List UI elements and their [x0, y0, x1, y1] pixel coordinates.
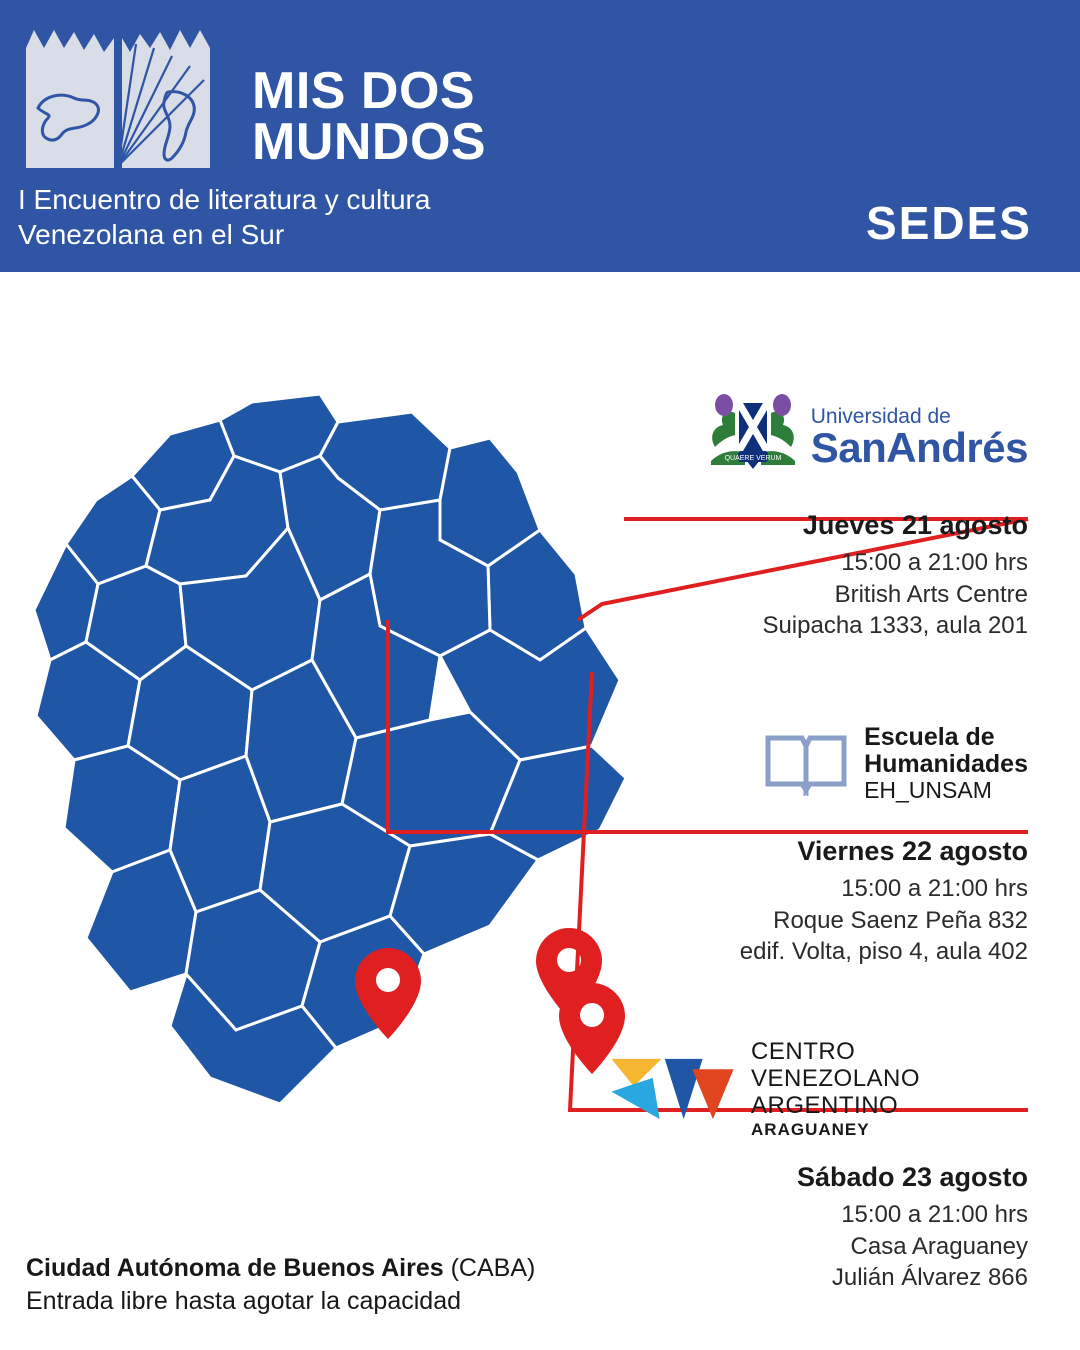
brand-line-2: MUNDOS	[252, 112, 487, 171]
san-andres-details	[608, 496, 1028, 642]
araguaney-logo	[608, 1030, 1028, 1148]
san-andres-logo-small: Universidad de	[810, 404, 951, 428]
page-title: SEDES	[866, 197, 1032, 249]
san-andres-time: 15:00 a 21:00 hrs	[841, 549, 1028, 576]
araguaney-place: Casa Araguaney	[850, 1232, 1028, 1260]
escuela-humanidades-details	[608, 822, 1028, 968]
araguaney-address: Julián Álvarez 866	[831, 1264, 1028, 1292]
araguaney-mark-icon	[608, 1046, 737, 1132]
san-andres-logo	[608, 378, 1028, 496]
open-book-icon	[764, 730, 848, 796]
tagline-line-1: I Encuentro de literatura y cultura	[18, 184, 431, 215]
caba-map-svg	[20, 360, 680, 1140]
event-tagline	[18, 182, 430, 252]
university-crest-icon	[705, 389, 801, 485]
araguaney-line-1: CENTRO	[751, 1038, 856, 1066]
araguaney-line-3: ARAGUANEY	[751, 1119, 870, 1139]
escuela-humanidades-title-1: Escuela de	[864, 722, 995, 751]
araguaney-day: Sábado 23 agosto	[796, 1162, 1028, 1193]
escuela-humanidades-sub: EH_UNSAM	[864, 776, 992, 803]
venue-san-andres	[608, 378, 1028, 642]
escuela-humanidades-logo	[608, 704, 1028, 822]
escuela-humanidades-day: Viernes 22 agosto	[797, 836, 1028, 867]
footer-admission: Entrada libre hasta agotar la capacidad	[26, 1287, 462, 1315]
escuela-humanidades-place: Roque Saenz Peña 832	[773, 906, 1028, 934]
escuela-humanidades-time: 15:00 a 21:00 hrs	[841, 875, 1028, 903]
tagline-line-2: Venezolana en el Sur	[18, 219, 285, 250]
venue-escuela-humanidades	[608, 704, 1028, 968]
footer-location-bold: Ciudad Autónoma de Buenos Aires	[26, 1254, 444, 1282]
san-andres-day: Jueves 21 agosto	[802, 510, 1028, 540]
san-andres-address: Suipacha 1333, aula 201	[762, 612, 1028, 640]
open-book-logo-icon	[18, 18, 228, 178]
araguaney-line-2: VENEZOLANO ARGENTINO	[751, 1065, 921, 1119]
escuela-humanidades-address: edif. Volta, piso 4, aula 402	[739, 938, 1028, 966]
brand-logo	[18, 18, 486, 178]
header-banner	[0, 0, 1080, 272]
escuela-humanidades-title-2: Humanidades	[864, 749, 1028, 778]
san-andres-place: British Arts Centre	[834, 580, 1028, 608]
footer-note	[26, 1254, 726, 1316]
brand-wordmark	[252, 62, 487, 171]
venues-list	[608, 378, 1028, 1294]
brand-line-1: MIS DOS	[252, 62, 476, 120]
araguaney-time: 15:00 a 21:00 hrs	[841, 1201, 1028, 1229]
caba-map	[20, 360, 680, 1140]
footer-location	[26, 1254, 726, 1283]
san-andres-logo-main: SanAndrés	[810, 423, 1028, 471]
svg-text:QUAERE VERUM: QUAERE VERUM	[724, 455, 782, 462]
footer-location-rest: (CABA)	[443, 1254, 536, 1282]
